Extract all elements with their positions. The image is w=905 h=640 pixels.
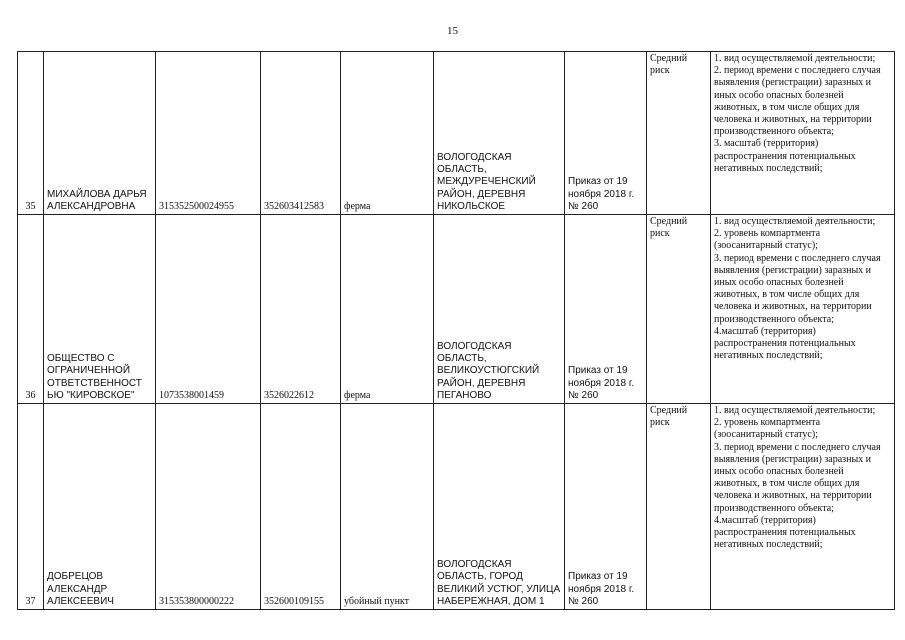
criteria-item: 4.масштаб (территория) распространения потенциальных негативных последствий;	[714, 514, 856, 551]
criteria-item: 2. уровень компартмента (зоосанитарный статус);	[714, 228, 821, 252]
order-cell: Приказ от 19 ноября 2018 г. № 260	[565, 404, 647, 610]
risk-category-cell: Средний риск	[647, 52, 711, 215]
address-cell: ВОЛОГОДСКАЯ ОБЛАСТЬ, МЕЖДУРЕЧЕНСКИЙ РАЙОН, ДЕРЕВНЯ НИКОЛЬСКОЕ	[434, 52, 565, 215]
table-row	[18, 215, 895, 404]
inn-cell: 352600109155	[261, 404, 341, 610]
registry-table	[17, 51, 895, 610]
criteria-item: 2. уровень компартмента (зоосанитарный статус);	[714, 417, 821, 441]
ogrn-cell: 1073538001459	[156, 215, 261, 404]
inn-cell: 3526022612	[261, 215, 341, 404]
risk-criteria-cell	[711, 215, 895, 404]
entity-name: ДОБРЕЦОВ АЛЕКСАНДР АЛЕКСЕЕВИЧ	[44, 404, 156, 610]
row-number: 36	[18, 215, 44, 404]
risk-criteria-cell	[711, 404, 895, 610]
table-row	[18, 52, 895, 215]
address-cell: ВОЛОГОДСКАЯ ОБЛАСТЬ, ГОРОД ВЕЛИКИЙ УСТЮГ, УЛИЦА НАБЕРЕЖНАЯ, ДОМ 1	[434, 404, 565, 610]
risk-category-cell: Средний риск	[647, 215, 711, 404]
criteria-item: 3. масштаб (территория) распространения потенциальных негативных последствий;	[714, 138, 856, 174]
risk-criteria-cell	[711, 52, 895, 215]
row-number: 37	[18, 404, 44, 610]
order-cell: Приказ от 19 ноября 2018 г. № 260	[565, 215, 647, 404]
entity-name: ОБЩЕСТВО С ОГРАНИЧЕННОЙ ОТВЕТСТВЕННОСТ ЬЮ "КИРОВСКОЕ"	[44, 215, 156, 404]
risk-category-cell: Средний риск	[647, 404, 711, 610]
order-cell: Приказ от 19 ноября 2018 г. № 260	[565, 52, 647, 215]
criteria-item: 3. период времени с последнего случая выявления (регистрации) заразных и иных особо опасных болезней животных, в том числе общих для человека и животных, на территории производственного объекта;	[714, 252, 881, 325]
criteria-item: 2. период времени с последнего случая выявления (регистрации) заразных и иных особо опасных болезней животных, в том числе общих для человека и животных, на территории производственного объекта;	[714, 65, 881, 138]
row-number: 35	[18, 52, 44, 215]
ogrn-cell: 315352500024955	[156, 52, 261, 215]
criteria-item: 1. вид осуществляемой деятельности;	[714, 53, 876, 64]
criteria-item: 1. вид осуществляемой деятельности;	[714, 405, 876, 416]
criteria-item: 4.масштаб (территория) распространения потенциальных негативных последствий;	[714, 325, 856, 362]
object-type-cell: убойный пункт	[341, 404, 434, 610]
ogrn-cell: 315353800000222	[156, 404, 261, 610]
entity-name: МИХАЙЛОВА ДАРЬЯ АЛЕКСАНДРОВНА	[44, 52, 156, 215]
criteria-item: 3. период времени с последнего случая выявления (регистрации) заразных и иных особо опасных болезней животных, в том числе общих для человека и животных, на территории производственного объекта;	[714, 441, 881, 514]
criteria-item: 1. вид осуществляемой деятельности;	[714, 216, 876, 227]
table-row	[18, 404, 895, 610]
address-cell: ВОЛОГОДСКАЯ ОБЛАСТЬ, ВЕЛИКОУСТЮГСКИЙ РАЙОН, ДЕРЕВНЯ ПЕГАНОВО	[434, 215, 565, 404]
object-type-cell: ферма	[341, 215, 434, 404]
object-type-cell: ферма	[341, 52, 434, 215]
inn-cell: 352603412583	[261, 52, 341, 215]
page-number: 15	[447, 25, 458, 37]
